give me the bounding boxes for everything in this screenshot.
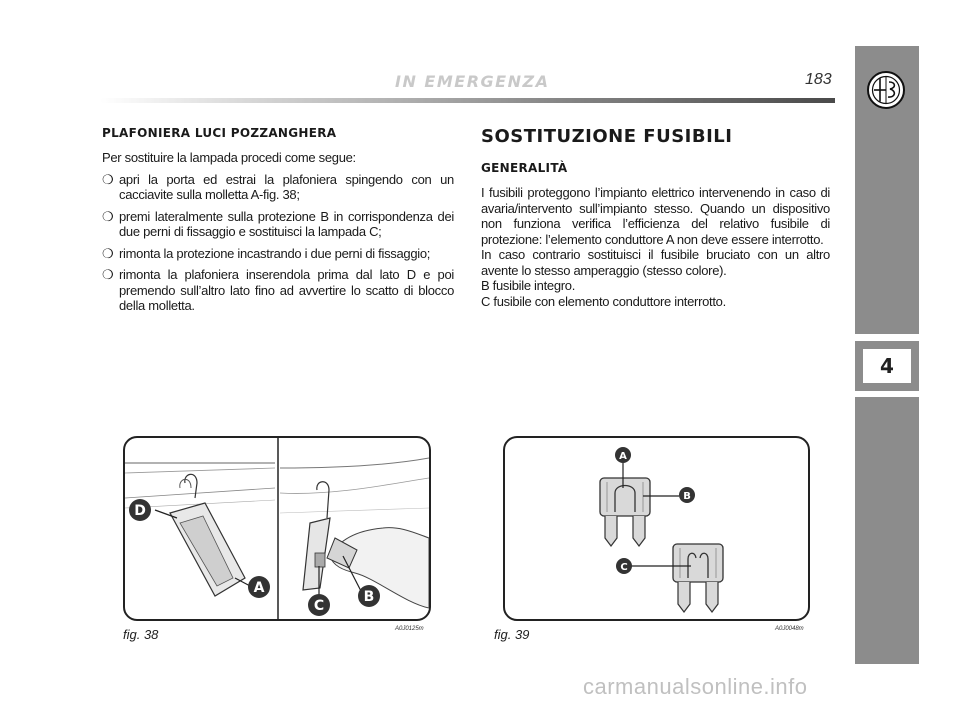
fuse-intact [600, 478, 650, 546]
list-item: ❍ premi lateralmente sulla protezione B in corrispondenza dei due perni di fissaggio e sostituisci la lampada C; [102, 208, 454, 239]
lamp-illustration [125, 438, 429, 619]
label-a [615, 447, 631, 463]
sidebar-bottom-tab [855, 397, 919, 664]
bullet-icon: ❍ [102, 267, 114, 282]
list-item: ❍ apri la porta ed estrai la plafoniera spingendo con un cacciavite sulla molletta A-fig. 38; [102, 171, 454, 202]
paragraph: I fusibili proteggono l’impianto elettrico intervenendo in caso di avaria/intervento sull’impianto stesso. Quando un dispositivo non funziona verifica l’efficienza del relativo fusibile di protezione: l’elemento conduttore A non deve essere interrotto. [481, 185, 830, 247]
svg-text:A: A [253, 580, 265, 596]
paragraph: C fusibile con elemento conduttore interrotto. [481, 293, 726, 309]
figure-39-caption: fig. 39 [494, 627, 530, 642]
svg-text:B: B [363, 589, 375, 605]
page-number: 183 [805, 71, 832, 88]
label-c [308, 594, 330, 616]
right-column [481, 126, 830, 309]
label-c [616, 558, 632, 574]
list-item: ❍ rimonta la protezione incastrando i due perni di fissaggio; [102, 245, 431, 261]
label-b [358, 585, 380, 607]
figure-38-illustration [123, 436, 431, 621]
label-d [129, 499, 151, 521]
fuse-illustration [505, 438, 808, 619]
section-title: IN EMERGENZA [395, 72, 550, 91]
svg-text:C: C [313, 598, 325, 614]
left-column [102, 126, 454, 320]
watermark: carmanualsonline.info [583, 674, 808, 699]
header-rule [100, 98, 835, 103]
section-heading: PLAFONIERA LUCI POZZANGHERA [102, 126, 337, 140]
svg-text:C: C [620, 562, 628, 573]
instruction-list [102, 172, 454, 314]
bullet-icon: ❍ [102, 171, 114, 187]
intro-text: Per sostituire la lampada procedi come segue: [102, 150, 356, 165]
paragraph: In caso contrario sostituisci il fusibile bruciato con un altro avente lo stesso amperaggio (stesso colore). [481, 247, 830, 278]
svg-text:B: B [683, 491, 691, 502]
subsection-heading: GENERALITÀ [481, 161, 568, 175]
fuse-blown [673, 544, 723, 612]
svg-text:D: D [134, 503, 146, 519]
bullet-icon: ❍ [102, 208, 114, 224]
chapter-number: 4 [863, 349, 911, 383]
figure-38-caption: fig. 38 [123, 627, 159, 642]
label-b [679, 487, 695, 503]
figure-39-illustration [503, 436, 810, 621]
figure-39-code: A0J0048m [775, 626, 804, 632]
chapter-tab[interactable] [855, 341, 919, 391]
paragraph: B fusibile integro. [481, 278, 576, 293]
section-heading: SOSTITUZIONE FUSIBILI [481, 126, 733, 147]
label-a [248, 576, 270, 598]
bullet-icon: ❍ [102, 245, 114, 261]
svg-text:A: A [619, 451, 627, 462]
figure-38-code: A0J0125m [395, 626, 424, 632]
brand-logo-icon [866, 70, 906, 110]
list-item: ❍ rimonta la plafoniera inserendola prima dal lato D e poi premendo sull’altro lato fino ad avvertire lo scatto di blocco della molletta. [102, 267, 454, 313]
